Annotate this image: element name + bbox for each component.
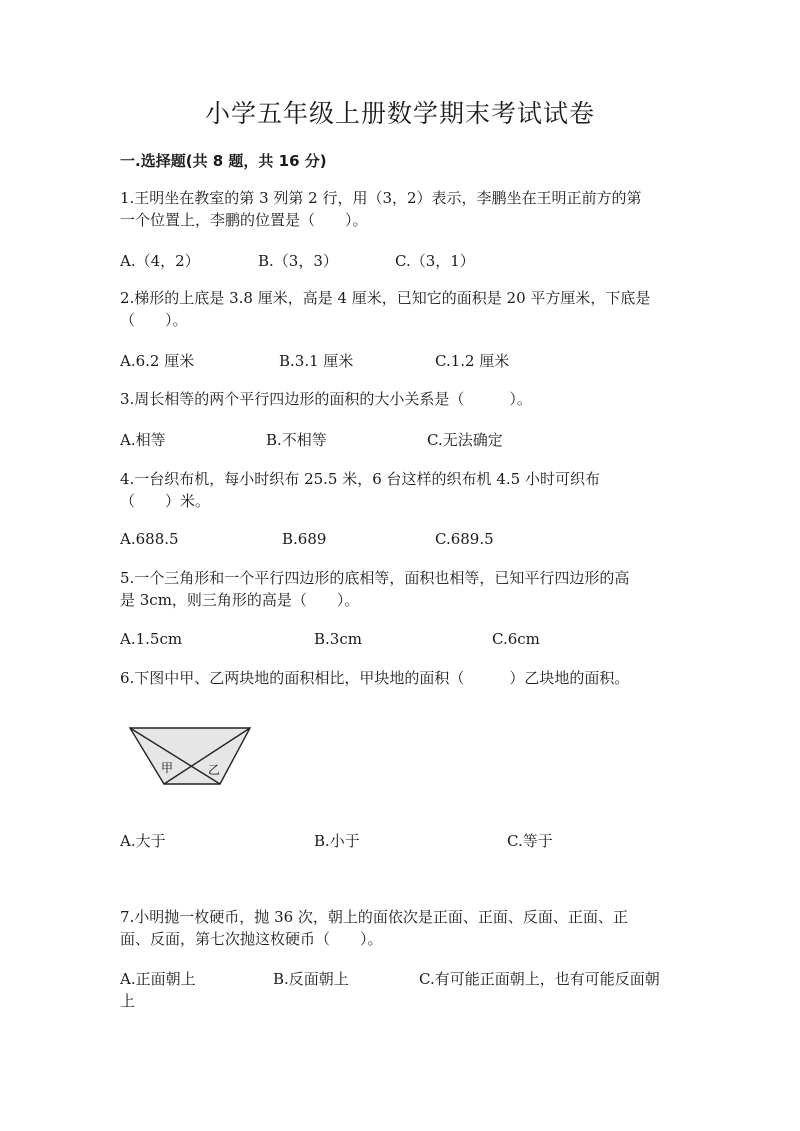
question-1-line-2: 一个位置上，李鹏的位置是（ ）。 xyxy=(120,211,368,229)
question-3-option-a: A.相等 xyxy=(120,431,166,449)
question-7-option-b: B.反面朝上 xyxy=(273,970,349,988)
question-4-option-b: B.689 xyxy=(282,530,327,548)
question-5-line-2: 是 3cm，则三角形的高是（ ）。 xyxy=(120,591,360,609)
question-4-line-2: （ ）米。 xyxy=(120,492,211,510)
question-1-line-1: 1.王明坐在教室的第 3 列第 2 行，用（3，2）表示，李鹏坐在王明正前方的第 xyxy=(120,189,642,207)
question-3-line-1: 3.周长相等的两个平行四边形的面积的大小关系是（ ）。 xyxy=(120,390,532,408)
question-7-option-a: A.正面朝上 xyxy=(120,970,196,988)
question-4-option-a: A.688.5 xyxy=(120,530,179,548)
question-2-option-b: B.3.1 厘米 xyxy=(279,352,354,370)
question-2-option-a: A.6.2 厘米 xyxy=(120,352,195,370)
figure-label-yi: 乙 xyxy=(208,763,221,777)
question-3-option-b: B.不相等 xyxy=(266,431,327,449)
question-1-option-a: A.（4，2） xyxy=(120,252,200,270)
question-6-option-b: B.小于 xyxy=(314,832,360,850)
figure-label-jia: 甲 xyxy=(161,761,174,775)
question-7-line-2: 面、反面，第七次抛这枚硬币（ ）。 xyxy=(120,930,383,948)
section-heading: 一.选择题(共 8 题，共 16 分) xyxy=(120,152,327,170)
question-5-line-1: 5.一个三角形和一个平行四边形的底相等，面积也相等，已知平行四边形的高 xyxy=(120,569,630,587)
question-4-line-1: 4.一台织布机，每小时织布 25.5 米，6 台这样的织布机 4.5 小时可织布 xyxy=(120,470,600,488)
page-title: 小学五年级上册数学期末考试试卷 xyxy=(204,99,595,128)
question-5-option-b: B.3cm xyxy=(314,630,362,648)
question-7-option-c-continued: 上 xyxy=(120,992,136,1010)
question-7-option-c: C.有可能正面朝上，也有可能反面朝 xyxy=(419,970,660,988)
question-2-option-c: C.1.2 厘米 xyxy=(435,352,510,370)
question-6-option-c: C.等于 xyxy=(507,832,553,850)
question-4-option-c: C.689.5 xyxy=(435,530,494,548)
question-1-option-b: B.（3，3） xyxy=(258,252,338,270)
question-5-option-c: C.6cm xyxy=(492,630,540,648)
question-3-option-c: C.无法确定 xyxy=(427,431,503,449)
question-6-option-a: A.大于 xyxy=(120,832,166,850)
question-6-line-1: 6.下图中甲、乙两块地的面积相比，甲块地的面积（ ）乙块地的面积。 xyxy=(120,669,630,687)
question-1-option-c: C.（3，1） xyxy=(395,252,475,270)
question-7-line-1: 7.小明抛一枚硬币，抛 36 次，朝上的面依次是正面、正面、反面、正面、正 xyxy=(120,908,628,926)
question-2-line-1: 2.梯形的上底是 3.8 厘米，高是 4 厘米，已知它的面积是 20 平方厘米，下底是 xyxy=(120,289,651,307)
question-2-line-2: （ ）。 xyxy=(120,311,188,329)
trapezoid-figure xyxy=(128,724,252,786)
question-5-option-a: A.1.5cm xyxy=(120,630,183,648)
